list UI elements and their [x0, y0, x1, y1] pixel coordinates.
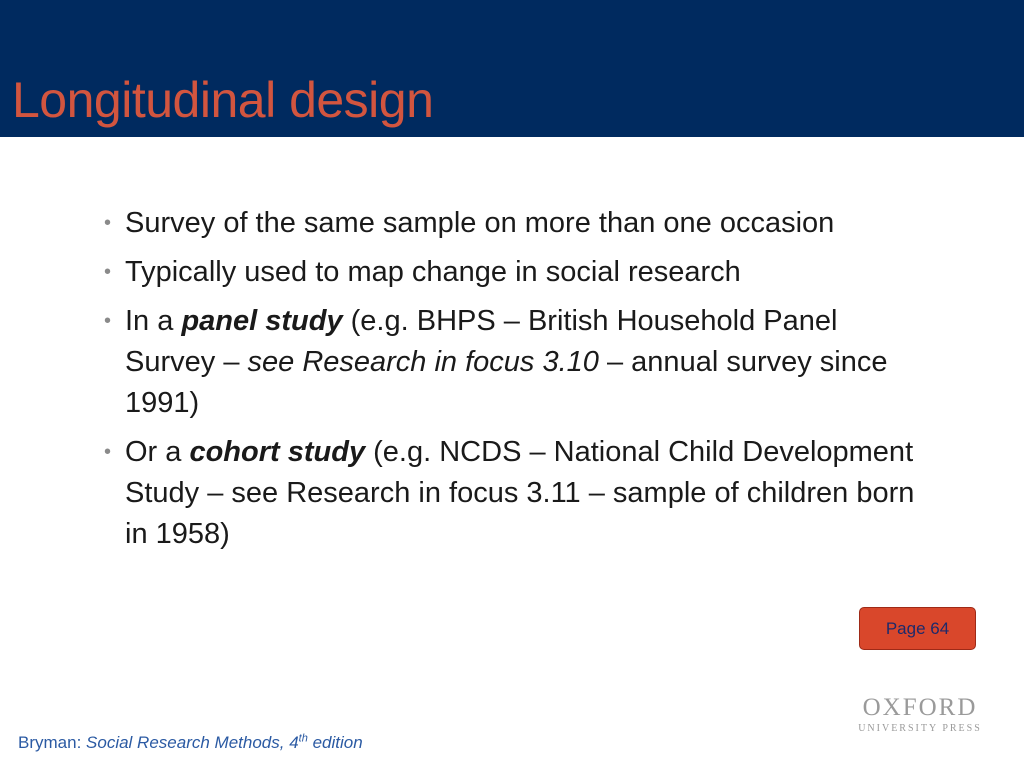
bullet-dot-icon: •	[104, 261, 112, 283]
bullet-reference: see Research in focus 3.10	[247, 346, 599, 378]
bullet-item	[104, 203, 934, 244]
bullet-dot-icon: •	[104, 441, 112, 463]
bullet-text: (e.g. BHPS – British Household Panel Survey –	[125, 305, 838, 378]
footer-separator: , 4	[279, 733, 299, 752]
bullet-item	[104, 252, 934, 293]
bullet-text: Or a	[125, 436, 190, 468]
bullet-text: (e.g. NCDS – National Child Development Study – see Research in focus 3.11 – sample of children born in 1958)	[125, 436, 915, 550]
footer-citation	[18, 733, 363, 753]
bullet-item	[104, 432, 934, 555]
footer-author: Bryman:	[18, 733, 87, 752]
page-reference-button[interactable]: Page 64	[859, 607, 976, 650]
bullet-text: Survey of the same sample on more than one occasion	[125, 207, 835, 239]
bullet-emphasis: panel study	[181, 305, 343, 337]
footer-edition-sup: th	[298, 732, 308, 745]
logo-sub-text: UNIVERSITY PRESS	[858, 723, 982, 734]
logo-main-text: OXFORD	[862, 694, 978, 721]
footer-book-title: Social Research Methods	[86, 733, 280, 752]
bullet-dot-icon: •	[104, 310, 112, 332]
slide-title: Longitudinal design	[12, 72, 434, 128]
bullet-text: Typically used to map change in social research	[125, 256, 741, 288]
bullet-emphasis: cohort study	[189, 436, 366, 468]
footer-edition-word: edition	[307, 733, 363, 752]
bullet-text: In a	[125, 305, 182, 337]
bullet-item	[104, 301, 934, 424]
bullet-list	[104, 203, 934, 563]
oxford-logo	[850, 694, 990, 736]
bullet-dot-icon: •	[104, 212, 112, 234]
bullet-text: – annual survey since 1991)	[125, 346, 888, 419]
